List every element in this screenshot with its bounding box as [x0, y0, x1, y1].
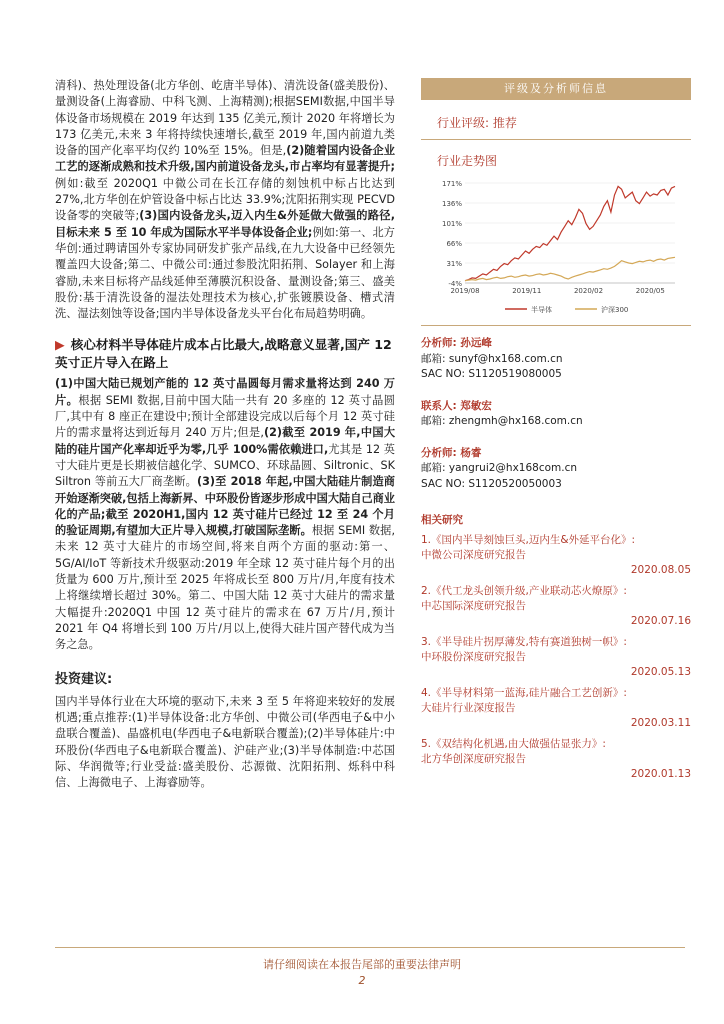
- x-tick-label: 2020/02: [573, 287, 604, 295]
- related-date: 2020.05.13: [630, 666, 691, 678]
- related-date: 2020.03.11: [630, 717, 691, 729]
- legend-label: 沪深300: [601, 306, 629, 314]
- page-number: 2: [358, 974, 366, 987]
- analyst-name: 分析师: 孙远峰: [421, 337, 492, 349]
- analyst-block: [421, 336, 691, 383]
- text-run: 尤其是 12 英寸大硅片更是长期被信越化学、SUMCO、环球晶圆、Siltronic、SK Siltron 等前五大厂商垄断。: [55, 442, 395, 489]
- divider: [421, 139, 691, 140]
- sidebar: [421, 78, 691, 782]
- triangle-bullet-icon: ▶: [55, 337, 65, 353]
- related-item[interactable]: [421, 533, 691, 578]
- related-subtitle: 中芯国际深度研究报告: [421, 600, 526, 612]
- related-item[interactable]: [421, 635, 691, 680]
- related-title: 1.《国内半导刻蚀巨头,迈内生&外延平台化》:: [421, 534, 636, 546]
- investment-heading: 投资建议:: [55, 671, 113, 687]
- x-tick-label: 2019/11: [512, 287, 542, 295]
- related-subtitle: 北方华创深度研究报告: [421, 753, 526, 765]
- trend-chart: [435, 175, 685, 315]
- x-tick-label: 2020/05: [635, 287, 665, 295]
- analyst-sac: SAC NO: S1120520050003: [421, 477, 562, 490]
- related-item[interactable]: [421, 737, 691, 782]
- bold-run: (2)截至 2019 年,中国大陆的硅片国产化率却近乎为零,几乎 100%需依赖进口,: [55, 426, 396, 456]
- analyst-email[interactable]: 邮箱: zhengmh@hx168.com.cn: [421, 415, 583, 427]
- related-title: 4.《半导材料第一蓝海,硅片融合工艺创新》:: [421, 687, 627, 699]
- analyst-block: [421, 446, 691, 493]
- y-tick-label: 171%: [441, 180, 462, 188]
- trend-title: 行业走势图: [437, 154, 498, 168]
- related-item[interactable]: [421, 584, 691, 629]
- footer-divider: [55, 947, 685, 948]
- related-title: 2.《代工龙头创领升级,产业联动芯火燎原》:: [421, 585, 627, 597]
- related-subtitle: 中环股份深度研究报告: [421, 651, 526, 663]
- related-item[interactable]: [421, 686, 691, 731]
- bold-run: (1)中国大陆已规划产能的 12 英寸晶圆每月需求量将达到 240 万片。: [55, 377, 395, 407]
- y-tick-label: -4%: [448, 280, 462, 288]
- y-tick-label: 31%: [446, 260, 462, 268]
- analyst-sac: SAC NO: S1120519080005: [421, 368, 562, 380]
- main-text-column: [55, 78, 395, 792]
- y-tick-label: 136%: [441, 200, 462, 208]
- y-tick-label: 101%: [441, 220, 462, 228]
- related-title: 3.《半导硅片拐厚薄发,特有赛道独树一帜》:: [421, 636, 627, 648]
- legal-notice: 请仔细阅读在本报告尾部的重要法律声明: [263, 958, 461, 971]
- text-run: 根据 SEMI 数据,未来 12 英寸大硅片的市场空间,将来自两个方面的驱动:第一、5G/AI/IoT 等新技术升级驱动:2019 年全球 12 英寸硅片每个月的出货量为 600 万片,预计至 2025 年将成长至 800 万片/月,年度有技术上将继续增长超过 30%。第二、中国大陆 12 英寸大硅片的需求量大幅提升:2020Q1 中国 12 英寸硅片的需求在 67 万片/月,预计 2021 年 Q4 将增长到 100 万片/月以上,使得大硅片国产替代成为当务之急。: [55, 524, 395, 652]
- legend-label: 半导体: [531, 306, 552, 314]
- rating-banner: 评级及分析师信息: [421, 78, 691, 100]
- paragraph-investment: 国内半导体行业在大环境的驱动下,未来 3 至 5 年将迎来较好的发展机遇;重点推荐:(1)半导体设备:北方华创、中微公司(华西电子&中小盘联合覆盖)、晶盛机电(华西电子&电新联合覆盖);(2)半导体硅片:中环股份(华西电子&电新联合覆盖)、沪硅产业;(3)半导体制造:中芯国际、华润微等;行业受益:盛美股份、芯源微、沈阳拓荆、烁科中科信、上海微电子、上海睿励等。: [55, 694, 395, 790]
- related-list: [421, 533, 691, 782]
- analyst-list: [421, 336, 691, 492]
- related-date: 2020.08.05: [630, 564, 691, 576]
- text-run: 清科)、热处理设备(北方华创、屹唐半导体)、清洗设备(盛美股份)、量测设备(上海睿励、中科飞测、上海精测);根据SEMI数据,中国半导体设备市场规模在 2019 年达到 135 亿美元,预计 2020 年将增长为 173 亿美元,未来 3 年将持续快速增长,截至 2019 年,国内前道九类设备的国产化率平均仅约 10%至 15%。但是,: [55, 79, 395, 158]
- bold-run: (2)随着国内设备企业工艺的逐渐成熟和技术升级,国内前道设备龙头,市占率均有显著提升;: [55, 144, 395, 174]
- analyst-name: 联系人: 郑敏宏: [421, 399, 492, 412]
- related-subtitle: 大硅片行业深度报告: [421, 702, 516, 714]
- industry-rating: 行业评级: 推荐: [437, 116, 517, 130]
- series-line-1: [465, 257, 675, 280]
- bold-run: (3)国内设备龙头,迈入内生&外延做大做强的路径,目标未来 5 至 10 年成为国际水平半导体设备企业;: [55, 209, 395, 239]
- section-heading-silicon: [55, 336, 395, 372]
- text-run: 例如:截至 2020Q1 中微公司在长江存储的刻蚀机中标占比达到 27%,北方华创在炉管设备中标占比达 33.9%;沈阳拓荆实现 PECVD 设备零的突破等;: [55, 176, 395, 223]
- paragraph-equipment: [55, 78, 395, 322]
- analyst-block: [421, 399, 691, 430]
- text-run: 例如:第一、北方华创:通过聘请国外专家协同研发扩张产品线,在九大设备中已经领先覆盖四大设备;第二、中微公司:通过参股沈阳拓荆、Solayer 和上海睿励,未来目标将产品线延伸至薄膜沉积设备、量测设备;第三、盛美股份:基于清洗设备的湿法处理技术为核心,扩张镀膜设备、槽式清洗、湿法刻蚀等设备;国内半导体设备龙头平台化布局趋势明确。: [55, 225, 395, 321]
- related-date: 2020.01.13: [630, 768, 691, 780]
- related-subtitle: 中微公司深度研究报告: [421, 549, 526, 561]
- related-title: 5.《双结构化机遇,由大做强估显张力》:: [421, 738, 606, 750]
- analyst-email[interactable]: 邮箱: sunyf@hx168.com.cn: [421, 352, 563, 365]
- related-research-title: 相关研究: [421, 514, 463, 526]
- paragraph-silicon: [55, 376, 395, 653]
- series-line-0: [465, 186, 675, 280]
- x-tick-label: 2019/08: [450, 287, 480, 295]
- analyst-name: 分析师: 杨睿: [421, 446, 482, 459]
- divider: [421, 325, 691, 326]
- text-run: 根据 SEMI 数据,目前中国大陆一共有 20 多座的 12 英寸晶圆厂,其中有 8 座正在建设中;预计全部建设完成以后每个月 12 英寸硅片的需求量将达到近每月 240 万片;但是,: [55, 393, 395, 440]
- related-date: 2020.07.16: [630, 615, 691, 627]
- y-tick-label: 66%: [446, 240, 462, 248]
- bold-run: (3)至 2018 年起,中国大陆硅片制造商开始逐渐突破,包括上海新昇、中环股份皆逐步形成中国大陆自己商业化的产品;截至 2020H1,国内 12 英寸硅片已经过 12 至 24 个月的验证周期,有望加大正片导入规模,打破国际垄断。: [55, 475, 395, 538]
- heading-text: 核心材料半导体硅片成本占比最大,战略意义显著,国产 12 英寸正片导入在路上: [55, 337, 392, 371]
- analyst-email[interactable]: 邮箱: yangrui2@hx168com.cn: [421, 462, 578, 474]
